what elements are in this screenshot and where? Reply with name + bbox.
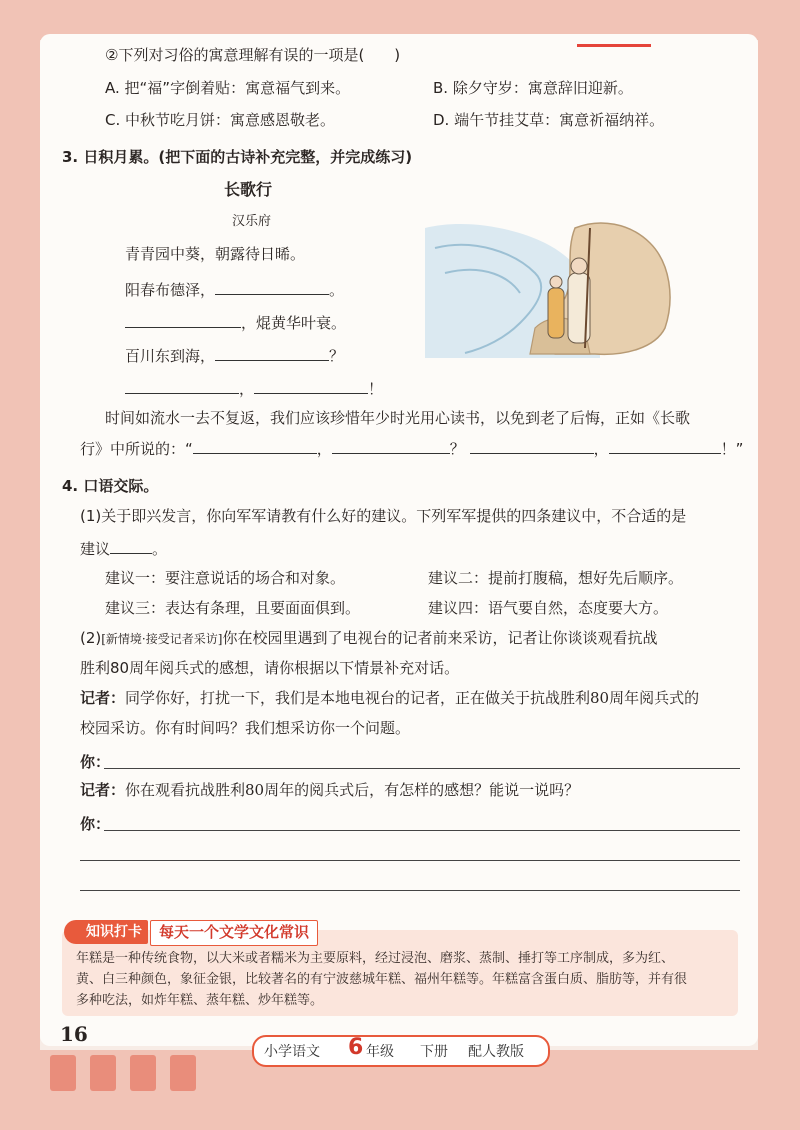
- footer-book-info: [252, 1035, 550, 1067]
- knowledge-card-tag: 知识打卡: [64, 920, 148, 944]
- answer-line[interactable]: [104, 830, 740, 831]
- q4-header: 4. 口语交际。: [62, 477, 159, 495]
- reporter-question-2: 记者：你在观看抗战胜利80周年的阅兵式后，有怎样的感想？能说一说吗？: [80, 781, 580, 799]
- blank[interactable]: [470, 437, 594, 454]
- knowledge-card-title: 每天一个文学文化常识: [150, 920, 318, 946]
- blank[interactable]: [215, 278, 329, 295]
- q2-2-option-d: D. 端午节挂艾草：寓意祈福纳祥。: [433, 111, 665, 129]
- suggestion-3: 建议三：表达有条理，且要面面俱到。: [105, 599, 361, 617]
- blank[interactable]: [332, 437, 450, 454]
- answer-line[interactable]: [104, 768, 740, 769]
- q3-para-line-2: 行》中所说的：“ ， ？ ， ！”: [80, 437, 743, 459]
- footer-subject: 小学语文: [264, 1044, 320, 1060]
- footer-grade-number: 6: [348, 1035, 364, 1060]
- poem-line-1: 青青园中葵，朝露待日晞。: [125, 245, 306, 263]
- suggestion-4: 建议四：语气要自然，态度要大方。: [428, 599, 669, 617]
- answer-line[interactable]: [80, 890, 740, 891]
- blank[interactable]: [110, 537, 152, 554]
- page-frame-right: [758, 0, 800, 1130]
- poem-line-4: 百川东到海， ？: [125, 344, 344, 366]
- q2-2-option-b: B. 除夕守岁：寓意辞旧迎新。: [433, 79, 633, 97]
- decorative-block: [130, 1055, 156, 1091]
- answer-line[interactable]: [80, 860, 740, 861]
- reporter-line-2: 校园采访。你有时间吗？我们想采访你一个问题。: [80, 719, 411, 737]
- poem-author: 汉乐府: [232, 214, 272, 229]
- you-label-2: 你：: [80, 815, 111, 833]
- blank[interactable]: [193, 437, 317, 454]
- scenario-tag: [新情境·接受记者采访]: [101, 632, 223, 646]
- blank[interactable]: [609, 437, 721, 454]
- suggestion-1: 建议一：要注意说话的场合和对象。: [105, 569, 346, 587]
- footer-edition: 配人教版: [468, 1044, 524, 1060]
- q4-p1-line-1: (1)关于即兴发言，你向军军请教有什么好的建议。下列军军提供的四条建议中，不合适的是: [80, 507, 687, 525]
- page-frame-left: [0, 0, 40, 1130]
- knowledge-card-line-1: 年糕是一种传统食物，以大米或者糯米为主要原料，经过浸泡、磨浆、蒸制、捶打等工序制成，多为红、: [76, 951, 675, 966]
- q3-header: 3. 日积月累。(把下面的古诗补充完整，并完成练习): [62, 148, 413, 166]
- decorative-block: [90, 1055, 116, 1091]
- poem-title: 长歌行: [224, 180, 273, 199]
- decorative-block: [50, 1055, 76, 1091]
- page-number: 16: [60, 1022, 88, 1046]
- footer-grade-unit: 年级: [366, 1044, 394, 1060]
- knowledge-card-line-2: 黄、白三种颜色，象征金银，比较著名的有宁波慈城年糕、福州年糕等。年糕富含蛋白质、脂肪等，并有很: [76, 972, 688, 987]
- q2-2-stem: ②下列对习俗的寓意理解有误的一项是( ): [105, 46, 401, 64]
- suggestion-2: 建议二：提前打腹稿，想好先后顺序。: [428, 569, 684, 587]
- blank[interactable]: [125, 377, 239, 394]
- decorative-block: [170, 1055, 196, 1091]
- reporter-line-1: 记者：同学你好，打扰一下，我们是本地电视台的记者，正在做关于抗战胜利80周年阅兵式的: [80, 689, 700, 707]
- q2-2-option-c: C. 中秋节吃月饼：寓意感恩敬老。: [105, 111, 336, 129]
- poem-line-2: 阳春布德泽， 。: [125, 278, 344, 300]
- poet-river-illustration: [425, 218, 675, 358]
- q4-p2-line-1: (2)[新情境·接受记者采访]你在校园里遇到了电视台的记者前来采访，记者让你谈谈观看抗战: [80, 629, 658, 647]
- blank[interactable]: [254, 377, 368, 394]
- blank[interactable]: [215, 344, 329, 361]
- poem-line-3: ，焜黄华叶衰。: [125, 311, 346, 333]
- q2-2-option-a: A. 把“福”字倒着贴：寓意福气到来。: [105, 79, 351, 97]
- poem-line-5: ， ！: [125, 377, 383, 399]
- blank[interactable]: [125, 311, 241, 328]
- you-label-1: 你：: [80, 753, 111, 771]
- q4-p2-line-2: 胜利80周年阅兵式的感想，请你根据以下情景补充对话。: [80, 659, 460, 677]
- q3-para-line-1: 时间如流水一去不复返，我们应该珍惜年少时光用心读书，以免到老了后悔，正如《长歌: [105, 409, 691, 427]
- q4-p1-line-2: 建议 。: [80, 537, 167, 559]
- knowledge-card-line-3: 多种吃法，如炸年糕、蒸年糕、炒年糕等。: [76, 993, 324, 1008]
- red-mark: [577, 44, 651, 47]
- footer-volume: 下册: [420, 1044, 448, 1060]
